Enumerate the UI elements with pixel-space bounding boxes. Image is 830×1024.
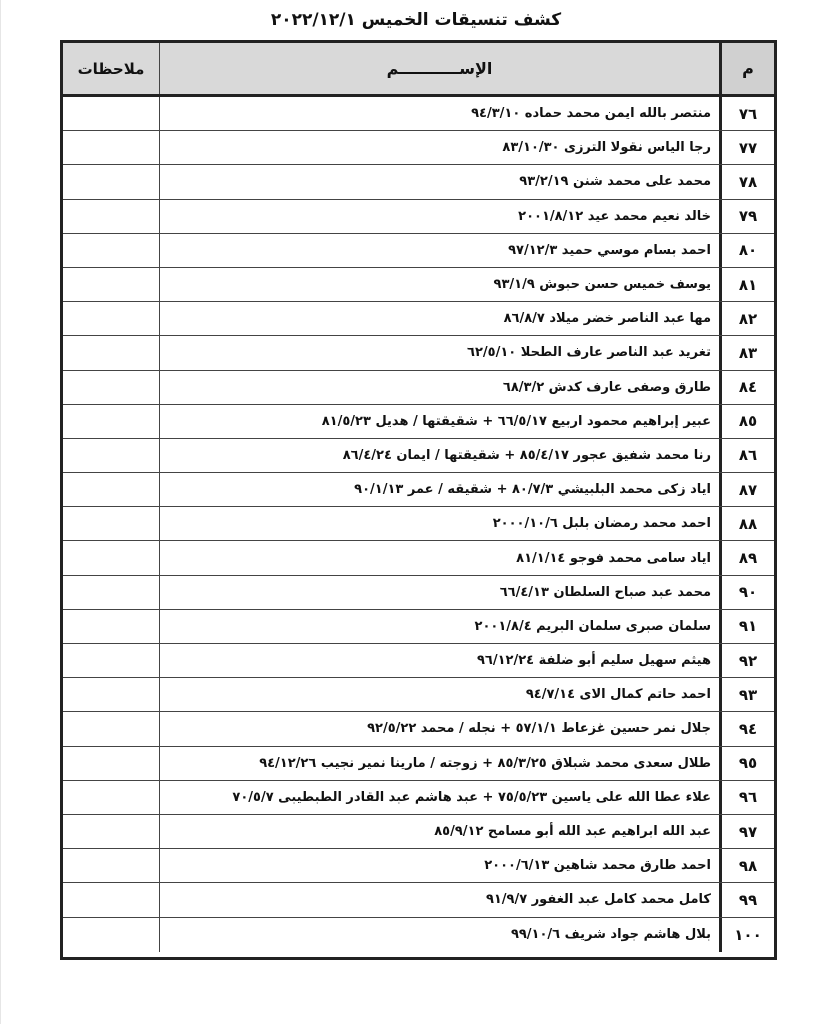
row-name: اياد سامى محمد فوجو ٨١/١/١٤ [159,541,719,574]
row-number: ٧٩ [719,200,774,233]
row-notes [63,918,159,952]
row-number: ٩٦ [719,781,774,814]
table-row [63,747,774,781]
header-number: م [719,43,774,94]
row-name: يوسف خميس حسن حبوش ٩٣/١/٩ [159,268,719,301]
row-name: سلمان صبرى سلمان البريم ٢٠٠١/٨/٤ [159,610,719,643]
table-row [63,97,774,131]
row-number: ١٠٠ [719,918,774,952]
row-number: ٨٣ [719,336,774,369]
table-row [63,302,774,336]
row-name: تغريد عبد الناصر عارف الطحلا ٦٢/٥/١٠ [159,336,719,369]
row-name: احمد حاتم كمال الاى ٩٤/٧/١٤ [159,678,719,711]
row-number: ٨٨ [719,507,774,540]
table-row [63,781,774,815]
row-number: ٨٧ [719,473,774,506]
header-name: الإســـــــــــم [159,43,719,94]
row-notes [63,507,159,540]
row-name: اياد زكى محمد البلبيشي ٨٠/٧/٣ + شقيقه / عمر ٩٠/١/١٣ [159,473,719,506]
row-name: كامل محمد كامل عبد الغفور ٩١/٩/٧ [159,883,719,916]
row-name: بلال هاشم جواد شريف ٩٩/١٠/٦ [159,918,719,952]
row-name: رجا الياس نقولا الترزى ٨٣/١٠/٣٠ [159,131,719,164]
table-row [63,849,774,883]
row-notes [63,302,159,335]
row-notes [63,131,159,164]
row-number: ٩٩ [719,883,774,916]
row-name: هيثم سهيل سليم أبو ضلفة ٩٦/١٢/٢٤ [159,644,719,677]
row-notes [63,849,159,882]
table-row [63,712,774,746]
table-row [63,336,774,370]
row-number: ٨٠ [719,234,774,267]
row-number: ٩٣ [719,678,774,711]
row-number: ٧٦ [719,97,774,130]
row-notes [63,165,159,198]
table-row [63,268,774,302]
row-notes [63,234,159,267]
row-notes [63,883,159,916]
table-row [63,644,774,678]
row-notes [63,541,159,574]
header-notes: ملاحظات [77,59,145,78]
table-row [63,883,774,917]
table-row [63,507,774,541]
row-notes [63,268,159,301]
row-notes [63,371,159,404]
row-number: ٩٧ [719,815,774,848]
row-number: ٧٨ [719,165,774,198]
document-title: كشف تنسيقات الخميس ٢٠٢٢/١٢/١ [270,10,562,30]
row-notes [63,815,159,848]
row-notes [63,644,159,677]
table-row [63,234,774,268]
table-row [63,610,774,644]
row-number: ٨٢ [719,302,774,335]
row-number: ٨٤ [719,371,774,404]
row-number: ٩٤ [719,712,774,745]
row-notes [63,747,159,780]
row-name: طلال سعدى محمد شبلاق ٨٥/٣/٢٥ + زوجته / مارينا نمير نجيب ٩٤/١٢/٢٦ [159,747,719,780]
table-row [63,371,774,405]
row-number: ٨٩ [719,541,774,574]
row-notes [63,473,159,506]
row-name: منتصر بالله ايمن محمد حماده ٩٤/٣/١٠ [159,97,719,130]
row-name: محمد على محمد شنن ٩٣/٢/١٩ [159,165,719,198]
table-row [63,131,774,165]
row-name: احمد بسام موسي حميد ٩٧/١٢/٣ [159,234,719,267]
row-name: خالد نعيم محمد عيد ٢٠٠١/٨/١٢ [159,200,719,233]
row-number: ٩٥ [719,747,774,780]
row-number: ٩٨ [719,849,774,882]
row-number: ٩١ [719,610,774,643]
table-row [63,541,774,575]
table-body [63,97,774,952]
row-name: مها عبد الناصر خضر ميلاد ٨٦/٨/٧ [159,302,719,335]
row-notes [63,610,159,643]
row-name: جلال نمر حسين غزعاط ٥٧/١/١ + نجله / محمد ٩٢/٥/٢٢ [159,712,719,745]
row-number: ٨١ [719,268,774,301]
row-notes [63,200,159,233]
table-row [63,165,774,199]
row-name: احمد طارق محمد شاهين ٢٠٠٠/٦/١٣ [159,849,719,882]
row-notes [63,405,159,438]
row-name: احمد محمد رمضان بلبل ٢٠٠٠/١٠/٦ [159,507,719,540]
table-row [63,576,774,610]
row-number: ٩٢ [719,644,774,677]
table-row [63,918,774,952]
row-name: عبير إبراهيم محمود اربيع ٦٦/٥/١٧ + شقيقتها / هديل ٨١/٥/٢٣ [159,405,719,438]
row-notes [63,781,159,814]
row-notes [63,576,159,609]
table-header [63,43,774,97]
row-name: طارق وصفى عارف كدش ٦٨/٣/٢ [159,371,719,404]
row-name: عبد الله ابراهيم عبد الله أبو مسامح ٨٥/٩/١٢ [159,815,719,848]
row-number: ٧٧ [719,131,774,164]
table-row [63,439,774,473]
row-name: محمد عبد صباح السلطان ٦٦/٤/١٣ [159,576,719,609]
table-row [63,405,774,439]
row-name: رنا محمد شفيق عجور ٨٥/٤/١٧ + شقيقتها / ايمان ٨٦/٤/٢٤ [159,439,719,472]
row-number: ٩٠ [719,576,774,609]
row-notes [63,712,159,745]
table-row [63,815,774,849]
row-notes [63,439,159,472]
row-number: ٨٦ [719,439,774,472]
table-row [63,200,774,234]
row-notes [63,97,159,130]
row-name: علاء عطا الله على ياسين ٧٥/٥/٢٣ + عبد هاشم عبد القادر الطبطيبى ٧٠/٥/٧ [159,781,719,814]
table-row [63,678,774,712]
table-row [63,473,774,507]
row-notes [63,678,159,711]
names-table [60,40,777,960]
row-number: ٨٥ [719,405,774,438]
row-notes [63,336,159,369]
